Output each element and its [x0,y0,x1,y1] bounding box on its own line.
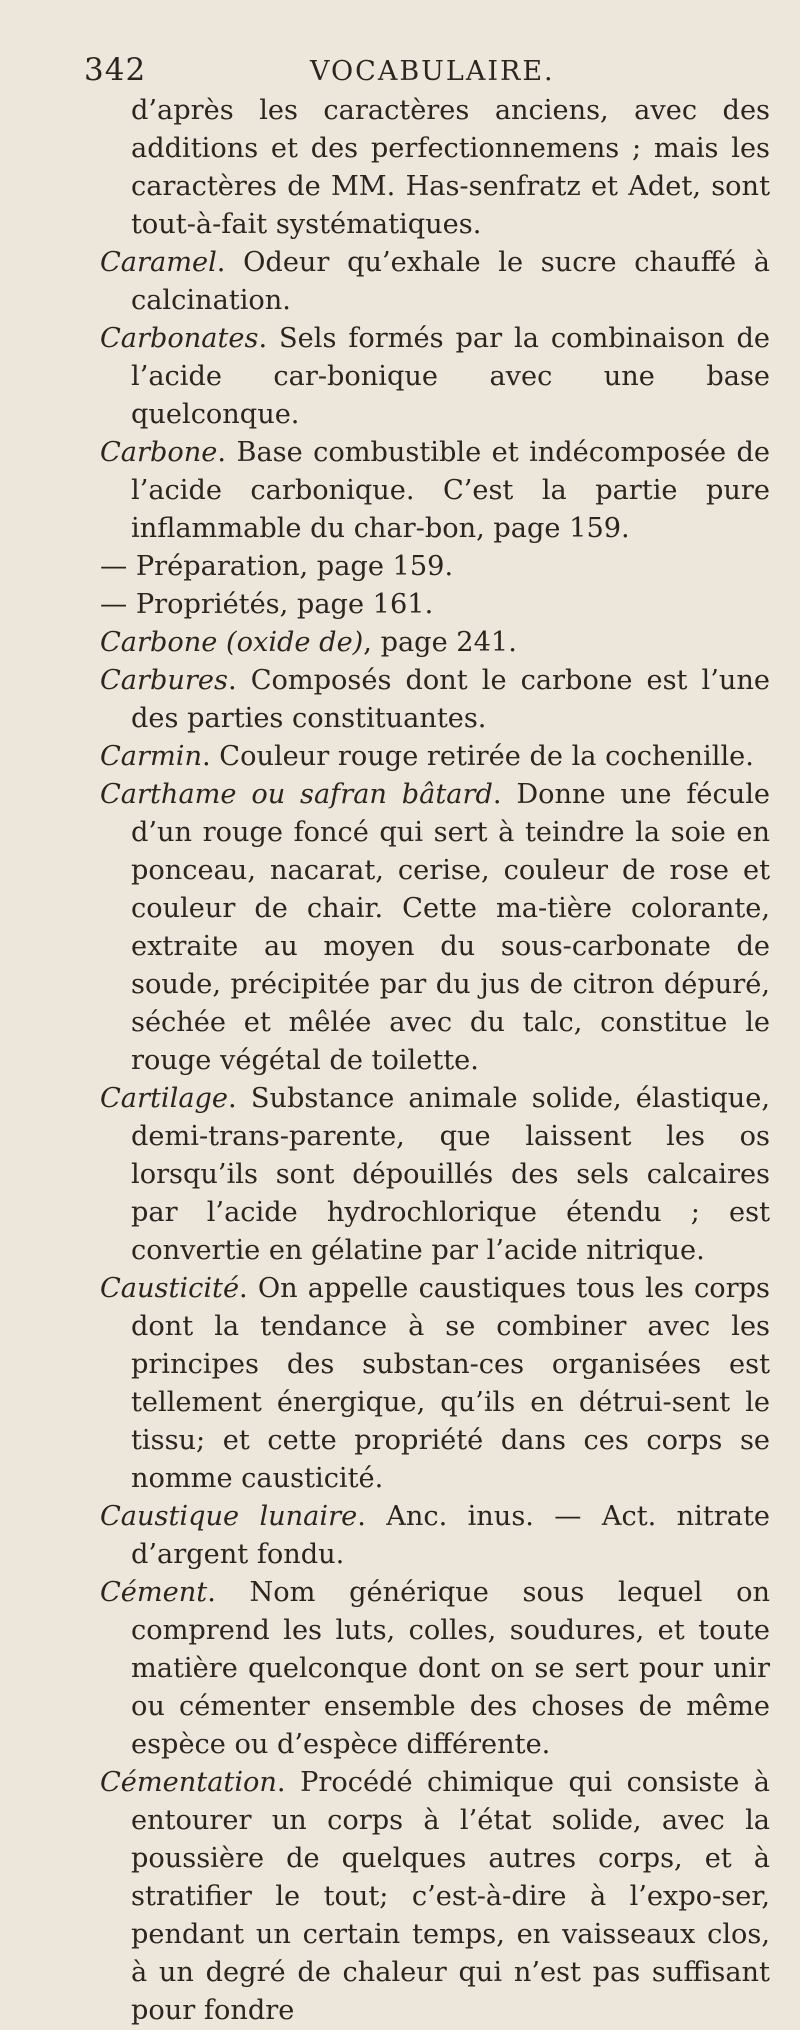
entry-term: Carbures [100,665,228,696]
entry-separator: . [216,247,244,278]
entry-term: Cémentation [100,1767,277,1798]
entry-carmin [100,738,770,776]
entry-carbonates [100,320,770,434]
entry-text: page 241. [380,627,517,658]
entry-text: — Propriétés, page 161. [100,589,434,620]
entry-separator: . [492,779,517,810]
entry-separator: . [207,1577,250,1608]
entry-separator: . [357,1501,387,1532]
entry-text: Procédé chimique qui consiste à entourer un corps à l’état solide, avec la poussière de quelques autres corps, et à stratifier le tout; c’est-à-dire à l’expo-ser, pendant un certain temps, en vaisseaux clos, à un degré de chaleur qui n’est pas suffisant pour fondre [131,1767,770,2026]
entry-text: — Préparation, page 159. [100,551,454,582]
entry-text: d’après les caractères anciens, avec des additions et des perfectionnemens ; mais les caractères de MM. Has-senfratz et Adet, sont tout-à-fait systématiques. [131,95,770,240]
entry-text: Couleur rouge retirée de la cochenille. [219,741,754,772]
entry-caustique-lunaire [100,1498,770,1574]
entry-term: Carbonates [100,323,259,354]
entry-carbone-preparation [100,548,770,586]
entry-causticite [100,1270,770,1498]
entry-term: Carbone (oxide de) [100,627,364,658]
entry-term: Carmin [100,741,202,772]
entry-separator: . [276,1767,301,1798]
glossary-body [100,92,770,2030]
page-number: 342 [84,52,147,88]
entry-term: Carbone [100,437,218,468]
entry-text: Donne une fécule d’un rouge foncé qui sert à teindre la soie en ponceau, nacarat, cerise, couleur de rose et couleur de chair. Cette ma-tière colorante, extraite au moyen du sous-carbonate de soude, précipitée par du jus de citron dépuré, séchée et mêlée avec du talc, constitue le rouge végétal de toilette. [131,779,770,1076]
entry-term: Carthame ou safran bâtard [100,779,493,810]
entry-term: Cément [100,1577,208,1608]
entry-text: Odeur qu’exhale le sucre chauffé à calcination. [131,247,770,316]
entry-separator: , [363,627,381,658]
entry-text: Sels formés par la combinaison de l’acide car-bonique avec une base quelconque. [131,323,770,430]
entry-text: Anc. inus. — Act. nitrate d’argent fondu. [131,1501,771,1570]
entry-continuation [100,92,770,244]
entry-text: Substance animale solide, élastique, demi-trans-parente, que laissent les os lorsqu’ils sont dépouillés des sels calcaires par l’acide hydrochlorique étendu ; est convertie en gélatine par l’acide nitrique. [131,1083,770,1266]
entry-cementation [100,1764,770,2030]
page-header [0,52,800,92]
entry-separator: . [202,741,220,772]
entry-term: Cartilage [100,1083,229,1114]
entry-separator: . [217,437,237,468]
entry-carbone-proprietes [100,586,770,624]
entry-text: Composés dont le carbone est l’une des parties constituantes. [131,665,770,734]
entry-carbures [100,662,770,738]
entry-cartilage [100,1080,770,1270]
entry-term: Caramel [100,247,217,278]
entry-carbone [100,434,770,548]
entry-separator: . [258,323,280,354]
entry-separator: . [227,665,251,696]
entry-cement [100,1574,770,1764]
entry-separator: . [228,1083,251,1114]
entry-caramel [100,244,770,320]
entry-text: On appelle caustiques tous les corps dont la tendance à se combiner avec les principes des substan-ces organisées est tellement énergique, qu’ils en détrui-sent le tissu; et cette propriété dans ces corps se nomme causticité. [131,1273,770,1494]
entry-carbone-oxide [100,624,770,662]
entry-carthame [100,776,770,1080]
entry-term: Caustique lunaire [100,1501,358,1532]
entry-term: Causticité [100,1273,240,1304]
entry-text: Base combustible et indécomposée de l’acide carbonique. C’est la partie pure inflammable du char-bon, page 159. [131,437,770,544]
running-title: VOCABULAIRE. [310,56,555,87]
entry-separator: . [239,1273,258,1304]
entry-text: Nom générique sous lequel on comprend les luts, colles, soudures, et toute matière quelconque dont on se sert pour unir ou cémenter ensemble des choses de même espèce ou d’espèce différente. [131,1577,770,1760]
